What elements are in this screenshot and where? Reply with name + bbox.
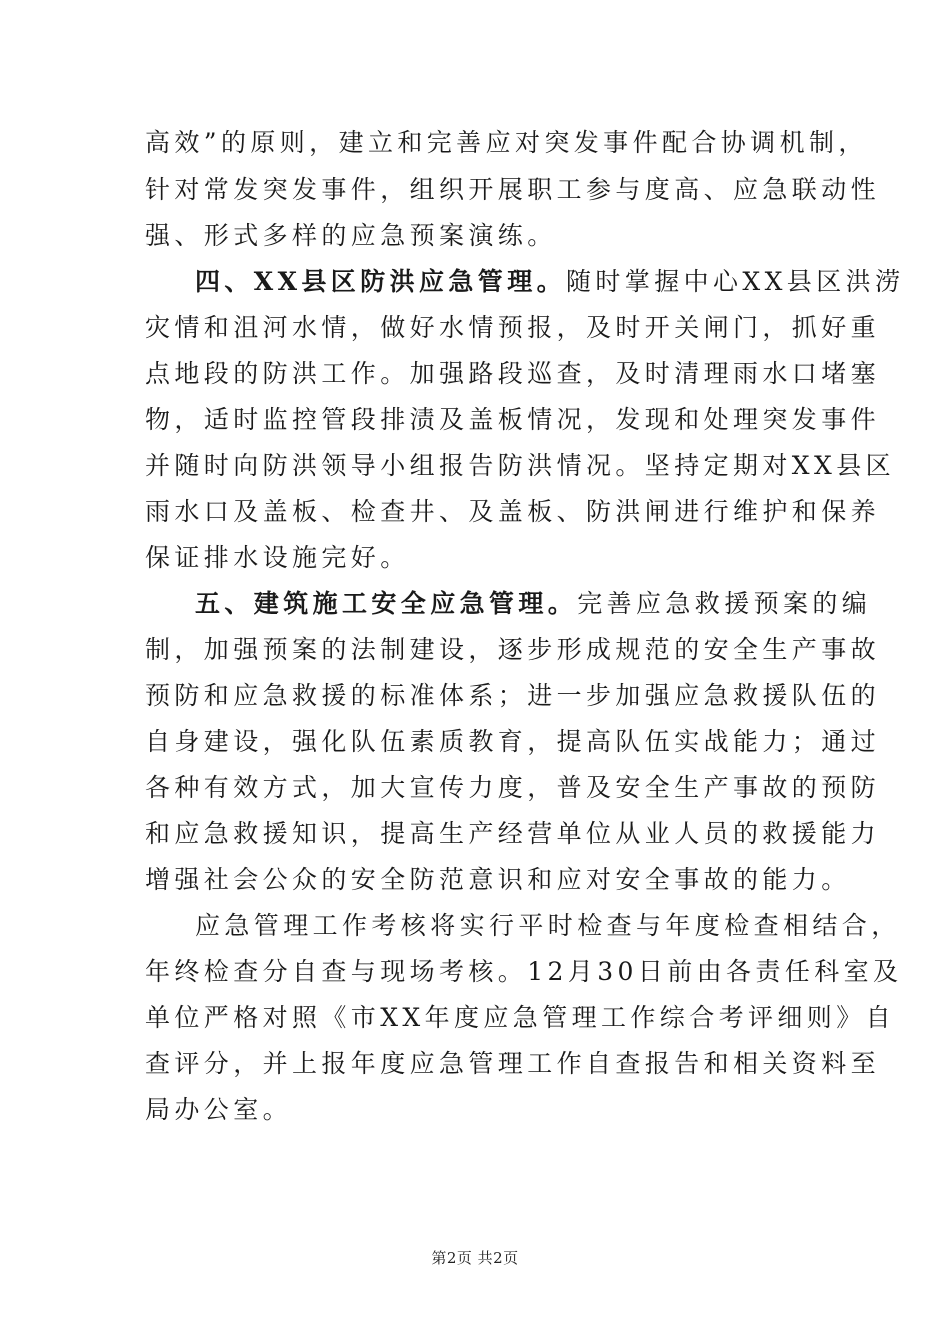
paragraph-1-line-1: 高效”的原则，建立和完善应对突发事件配合协调机制，	[145, 128, 868, 157]
page-number-footer: 第2页 共2页	[431, 1249, 519, 1267]
paragraph-1-line-2: 针对常发突发事件，组织开展职工参与度高、应急联动性	[145, 175, 881, 204]
paragraph-3-line-6: 和应急救援知识，提高生产经营单位从业人员的救援能力	[145, 819, 881, 848]
paragraph-2-line-7: 保证排水设施完好。	[145, 543, 410, 572]
paragraph-2-line-4: 物，适时监控管段排渍及盖板情况，发现和处理突发事件	[145, 405, 881, 434]
paragraph-2-line-5: 并随时向防洪领导小组报告防洪情况。坚持定期对XX县区	[145, 451, 895, 480]
paragraph-2-heading: 四、XX县区防洪应急管理。	[195, 267, 566, 296]
paragraph-3-line-3: 预防和应急救援的标准体系；进一步加强应急救援队伍的	[145, 681, 881, 710]
paragraph-2-line-3: 点地段的防洪工作。加强路段巡查，及时清理雨水口堵塞	[145, 359, 881, 388]
paragraph-4-first-line: 应急管理工作考核将实行平时检查与年度检查相结合，	[195, 911, 901, 940]
paragraph-3-first-line	[195, 589, 872, 619]
paragraph-3-first-line-text: 完善应急救援预案的编	[577, 589, 872, 618]
paragraph-2-line-2: 灾情和沮河水情，做好水情预报，及时开关闸门，抓好重	[145, 313, 881, 342]
paragraph-3-line-5: 各种有效方式，加大宣传力度，普及安全生产事故的预防	[145, 773, 881, 802]
paragraph-4-line-5: 局办公室。	[145, 1095, 293, 1124]
paragraph-3-line-2: 制，加强预案的法制建设，逐步形成规范的安全生产事故	[145, 635, 881, 664]
paragraph-2-first-line	[195, 267, 905, 297]
paragraph-3-heading: 五、建筑施工安全应急管理。	[195, 589, 578, 618]
paragraph-2-first-line-text: 随时掌握中心XX县区洪涝	[566, 267, 905, 296]
paragraph-3-line-4: 自身建设，强化队伍素质教育，提高队伍实战能力；通过	[145, 727, 881, 756]
paragraph-4-line-4: 查评分，并上报年度应急管理工作自查报告和相关资料至	[145, 1049, 881, 1078]
paragraph-3-line-7: 增强社会公众的安全防范意识和应对安全事故的能力。	[145, 865, 851, 894]
paragraph-2-line-6: 雨水口及盖板、检查井、及盖板、防洪闸进行维护和保养	[145, 497, 881, 526]
paragraph-1-line-3: 强、形式多样的应急预案演练。	[145, 221, 557, 250]
paragraph-4-line-2: 年终检查分自查与现场考核。12月30日前由各责任科室及	[145, 957, 903, 986]
paragraph-4-line-3: 单位严格对照《市XX年度应急管理工作综合考评细则》自	[145, 1003, 895, 1032]
